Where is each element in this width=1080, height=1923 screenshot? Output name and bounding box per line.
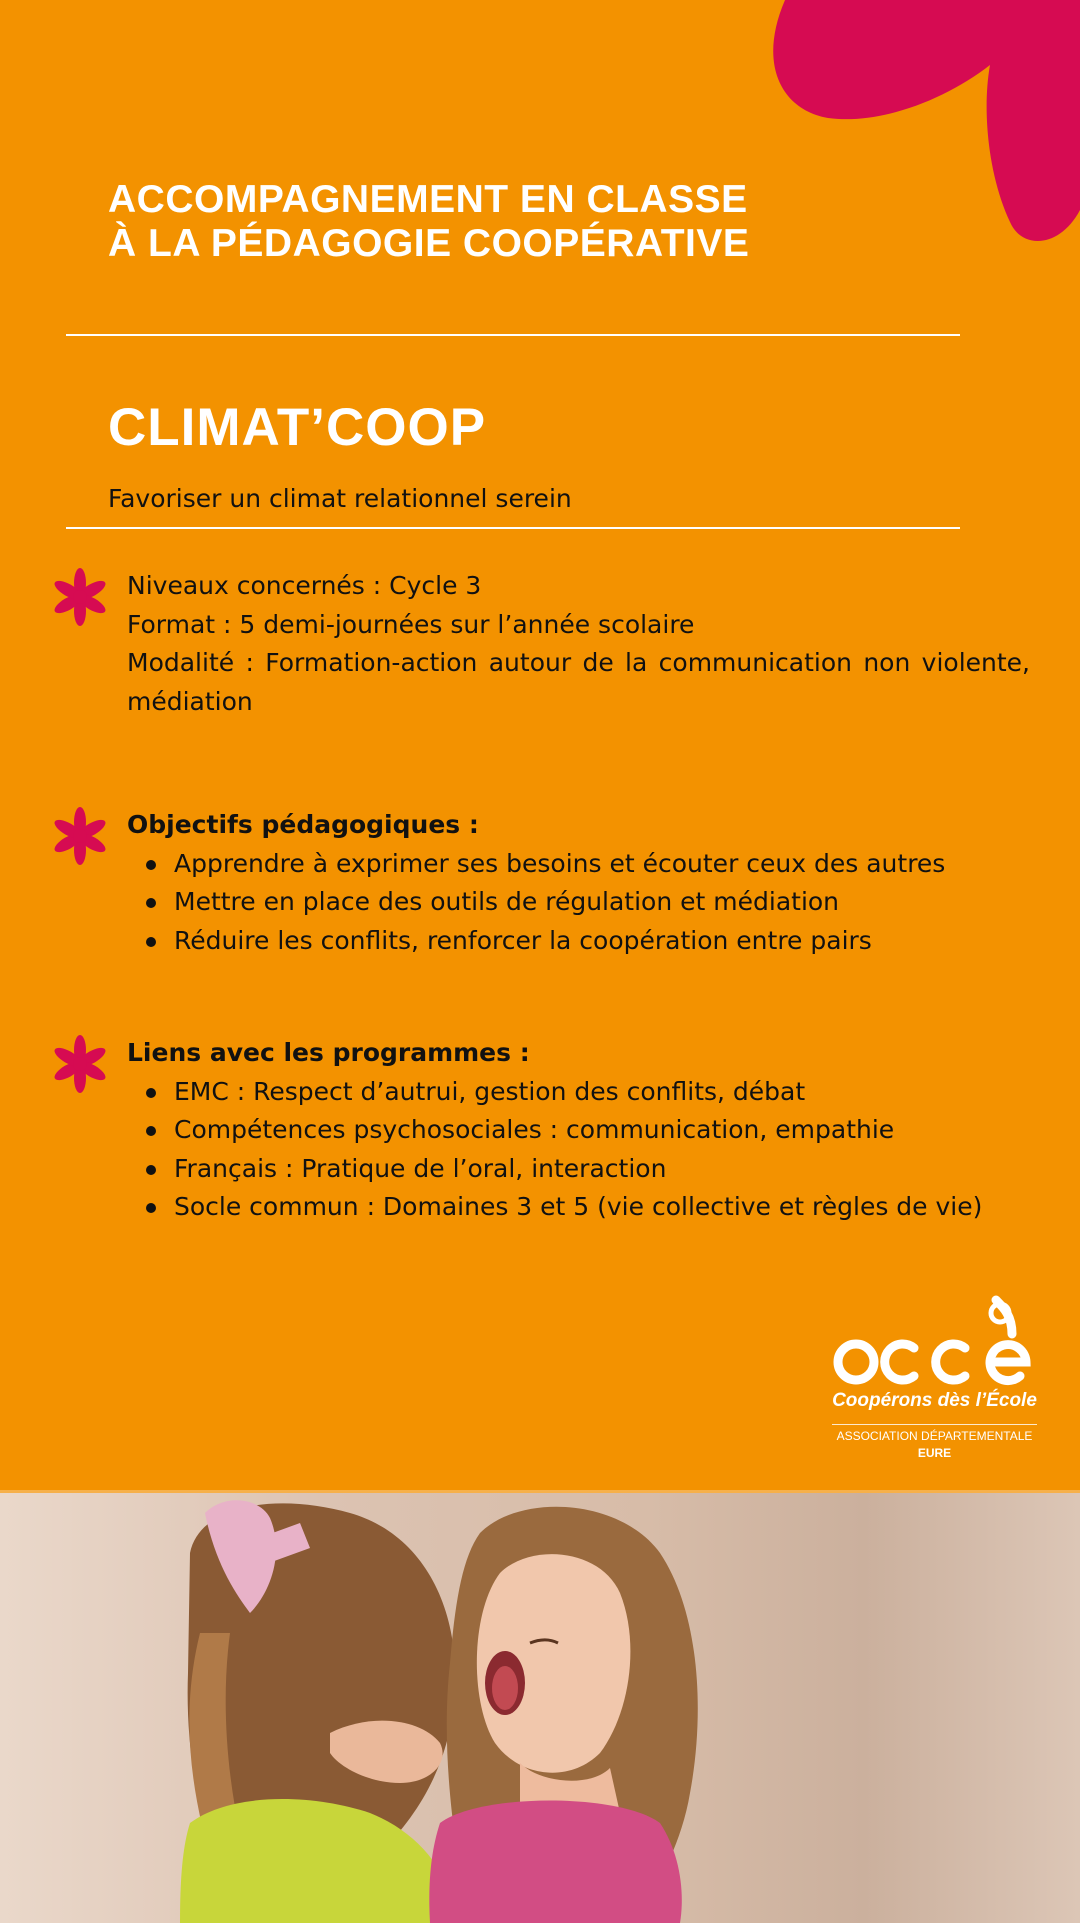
list-item: Mettre en place des outils de régulation et médiation	[127, 883, 1030, 922]
logo-department: EURE	[917, 1446, 952, 1460]
asterisk-flower-icon	[52, 1034, 108, 1094]
info-modalite: Modalité : Formation-action autour de la communication non violente, médiation	[127, 648, 1030, 716]
asterisk-flower-icon	[52, 567, 108, 627]
program-subtitle: Favoriser un climat relationnel serein	[108, 484, 572, 513]
divider-bottom	[66, 527, 960, 529]
header-title-line-1: ACCOMPAGNEMENT EN CLASSE	[108, 178, 748, 221]
list-item: Apprendre à exprimer ses besoins et écouter ceux des autres	[127, 845, 1030, 884]
list-item: Socle commun : Domaines 3 et 5 (vie collective et règles de vie)	[127, 1188, 1030, 1227]
objectifs-list	[127, 845, 1030, 961]
logo-association: ASSOCIATION DÉPARTEMENTALE	[836, 1429, 1033, 1443]
corner-petal-decoration	[760, 0, 1080, 250]
list-item: Réduire les conflits, renforcer la coopération entre pairs	[127, 922, 1030, 961]
list-item: Français : Pratique de l’oral, interaction	[127, 1150, 1030, 1189]
divider-top	[66, 334, 960, 336]
header-title-line-2: À LA PÉDAGOGIE COOPÉRATIVE	[108, 222, 750, 265]
header-title	[108, 178, 749, 266]
logo-tagline: Coopérons dès l’École	[832, 1390, 1037, 1411]
info-section	[52, 567, 1030, 721]
liens-section	[52, 1034, 1030, 1227]
objectifs-heading: Objectifs pédagogiques :	[127, 810, 479, 839]
children-photo	[0, 1490, 1080, 1923]
liens-list	[127, 1073, 1030, 1227]
logo-divider	[832, 1424, 1037, 1425]
occe-wordmark-logo	[832, 1286, 1037, 1390]
objectifs-section	[52, 806, 1030, 960]
occe-logo	[832, 1286, 1037, 1461]
info-format: Format : 5 demi-journées sur l’année scolaire	[127, 609, 695, 639]
info-niveaux: Niveaux concernés : Cycle 3	[127, 571, 482, 600]
list-item: EMC : Respect d’autrui, gestion des conflits, débat	[127, 1073, 1030, 1112]
children-photo-illustration	[0, 1493, 1080, 1923]
liens-heading: Liens avec les programmes :	[127, 1038, 530, 1067]
asterisk-flower-icon	[52, 806, 108, 866]
list-item: Compétences psychosociales : communication, empathie	[127, 1111, 1030, 1150]
program-title: CLIMAT’COOP	[108, 398, 487, 457]
